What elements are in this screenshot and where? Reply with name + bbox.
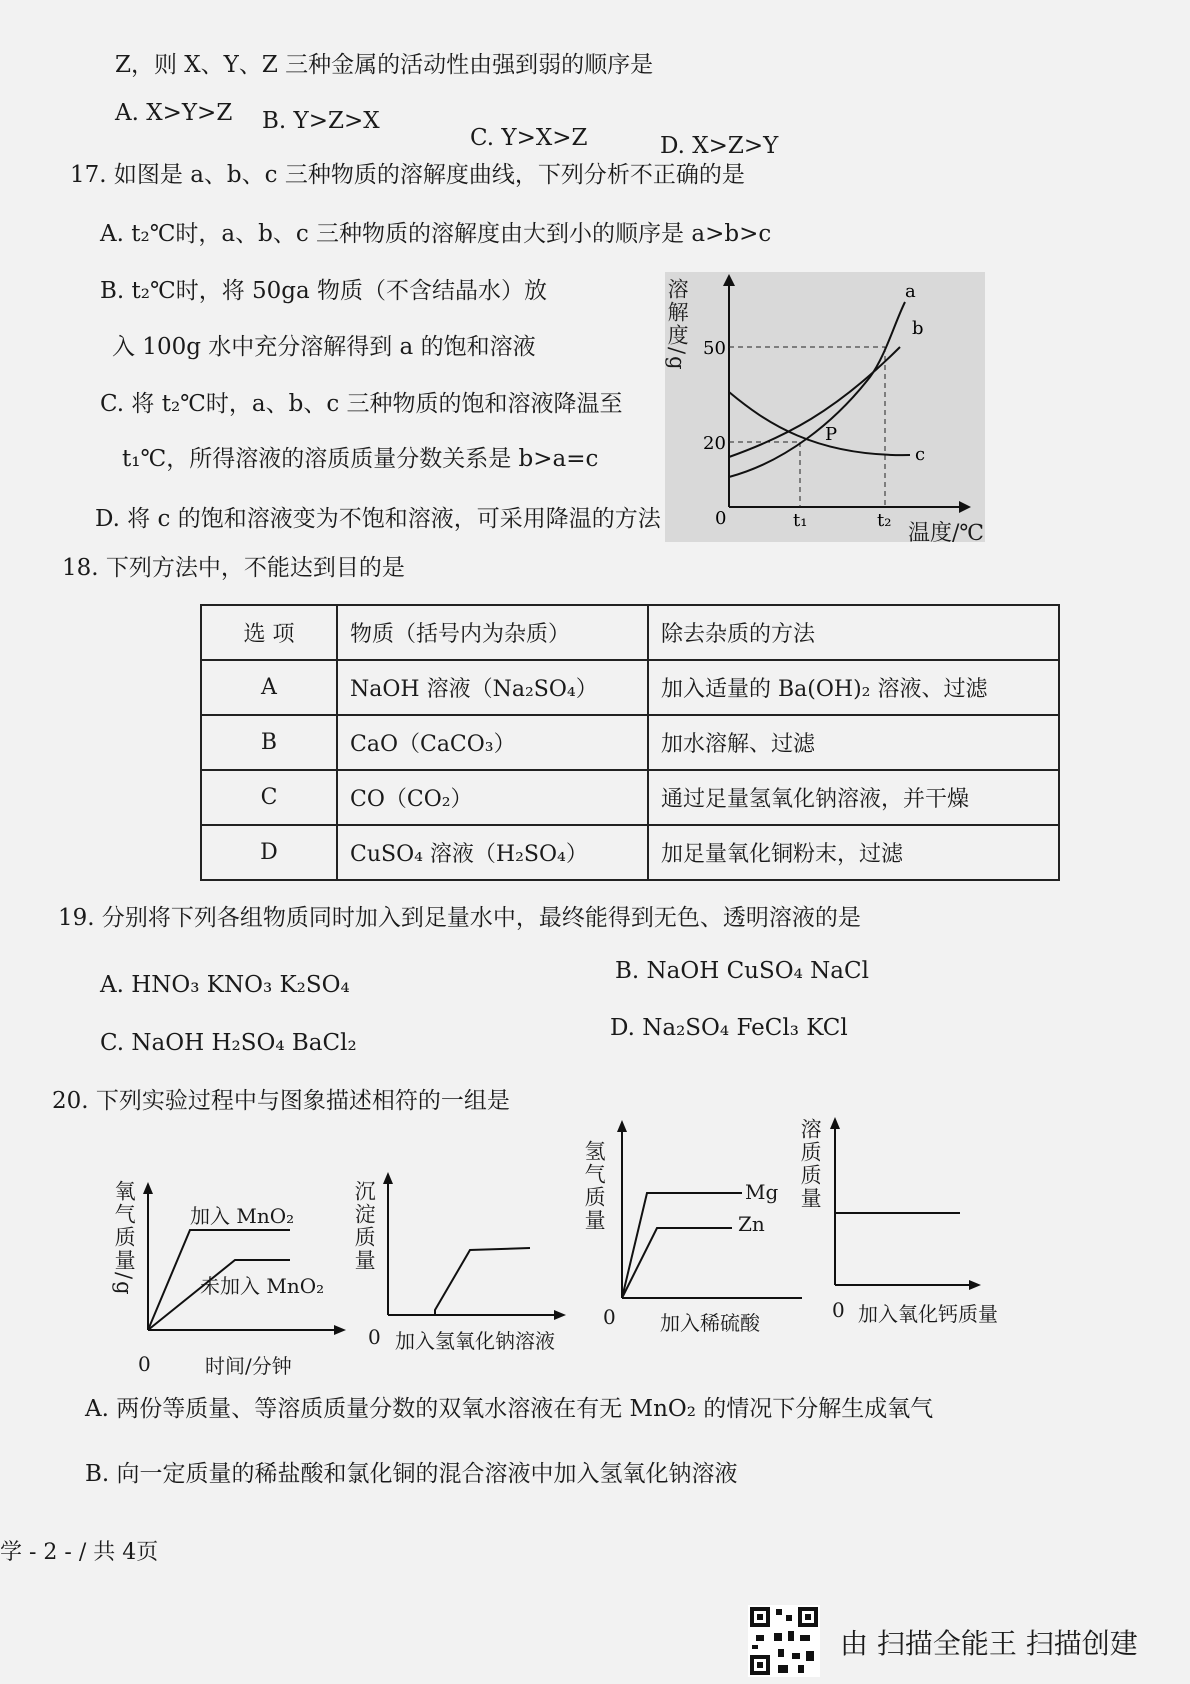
q20-g1-x-label: 时间/分钟 [205, 1354, 292, 1378]
origin-label: 0 [715, 508, 727, 529]
y-tick-20: 20 [703, 433, 726, 454]
row-option: B [201, 715, 337, 770]
q17-option-c-line2: t₁℃，所得溶液的溶质质量分数关系是 b>a=c [122, 446, 599, 472]
x-tick-t2: t₂ [877, 510, 892, 531]
curve-b-label: b [912, 318, 924, 339]
scanner-watermark: 由 扫描全能王 扫描创建 [840, 1627, 1138, 1660]
row-method: 通过足量氢氧化钠溶液，并干燥 [648, 770, 1059, 825]
q19-option-b[interactable]: B. NaOH CuSO₄ NaCl [615, 958, 869, 984]
y-axis-arrow [143, 1182, 153, 1194]
y-tick-50: 50 [703, 338, 726, 359]
q16-option-c[interactable]: C. Y>X>Z [470, 125, 588, 151]
q16-stem-tail: Z，则 X、Y、Z 三种金属的活动性由强到弱的顺序是 [115, 52, 654, 78]
q20-graph-precipitate [380, 1170, 570, 1330]
curve-a [729, 302, 905, 477]
q17-option-b-line2: 入 100g 水中充分溶解得到 a 的饱和溶液 [112, 334, 536, 360]
q19-option-a[interactable]: A. HNO₃ KNO₃ K₂SO₄ [100, 972, 350, 998]
curve-c-label: c [915, 444, 926, 465]
q20-g1-y-label: 氧气质量/g [112, 1180, 137, 1297]
q20-option-b[interactable]: B. 向一定质量的稀盐酸和氯化铜的混合溶液中加入氢氧化钠溶液 [85, 1461, 738, 1487]
curve-b [729, 347, 900, 457]
y-axis-arrow [723, 274, 735, 286]
y-axis-arrow [617, 1120, 627, 1132]
table-row[interactable] [201, 825, 1059, 880]
q17-option-b-line1[interactable]: B. t₂℃时，将 50ga 物质（不含结晶水）放 [100, 278, 548, 304]
zn-line [622, 1228, 732, 1298]
q20-g1-line-label-2: 未加入 MnO₂ [200, 1274, 325, 1298]
header-substance: 物质（括号内为杂质） [337, 605, 648, 660]
q20-g3-x-label: 加入稀硫酸 [660, 1311, 760, 1335]
page-footer: 学 - 2 - / 共 4页 [0, 1540, 159, 1565]
q17-option-d[interactable]: D. 将 c 的饱和溶液变为不饱和溶液，可采用降温的方法 [95, 506, 661, 532]
y-axis-arrow [383, 1172, 393, 1184]
q20-graph-hydrogen [612, 1118, 812, 1308]
row-method: 加水溶解、过滤 [648, 715, 1059, 770]
q19-option-c[interactable]: C. NaOH H₂SO₄ BaCl₂ [100, 1030, 357, 1056]
row-option: D [201, 825, 337, 880]
x-tick-t1: t₁ [793, 510, 808, 531]
q19-option-d[interactable]: D. Na₂SO₄ FeCl₃ KCl [610, 1015, 848, 1041]
q17-solubility-graph [665, 272, 985, 542]
mg-line [622, 1193, 742, 1298]
table-row[interactable] [201, 660, 1059, 715]
row-option: A [201, 660, 337, 715]
q20-g4-origin: 0 [832, 1298, 845, 1322]
q17-graph-y-label: 溶解度/g [665, 278, 690, 372]
q17-stem: 17. 如图是 a、b、c 三种物质的溶解度曲线，下列分析不正确的是 [70, 162, 745, 188]
precipitate-line [410, 1248, 530, 1315]
q16-option-d[interactable]: D. X>Z>Y [660, 133, 779, 159]
q20-g3-y-label: 氢气质量 [582, 1140, 607, 1232]
q20-g2-y-label: 沉淀质量 [352, 1180, 377, 1272]
row-substance: CuSO₄ 溶液（H₂SO₄） [337, 825, 648, 880]
curve-a-label: a [905, 281, 916, 302]
q20-option-a[interactable]: A. 两份等质量、等溶质质量分数的双氧水溶液在有无 MnO₂ 的情况下分解生成氧气 [85, 1396, 934, 1422]
x-axis-arrow [959, 501, 971, 513]
row-option: C [201, 770, 337, 825]
q20-g2-origin: 0 [368, 1325, 381, 1349]
q20-stem: 20. 下列实验过程中与图象描述相符的一组是 [52, 1088, 510, 1114]
header-method: 除去杂质的方法 [648, 605, 1059, 660]
header-option: 选 项 [201, 605, 337, 660]
q17-option-c-line1[interactable]: C. 将 t₂℃时，a、b、c 三种物质的饱和溶液降温至 [100, 391, 623, 417]
row-substance: CO（CO₂） [337, 770, 648, 825]
solubility-chart-svg [665, 272, 985, 542]
x-axis-arrow [334, 1325, 346, 1335]
qr-code-icon [748, 1605, 820, 1677]
q20-g1-origin: 0 [138, 1352, 151, 1376]
q17-graph-x-label: 温度/℃ [908, 521, 985, 546]
q18-stem: 18. 下列方法中，不能达到目的是 [62, 555, 405, 581]
q20-g4-x-label: 加入氧化钙质量 [858, 1302, 998, 1326]
q20-g1-line-label-1: 加入 MnO₂ [190, 1204, 295, 1228]
y-axis-arrow [830, 1117, 840, 1129]
row-substance: NaOH 溶液（Na₂SO₄） [337, 660, 648, 715]
point-p-label: P [825, 424, 838, 445]
q20-g2-x-label: 加入氢氧化钠溶液 [395, 1329, 555, 1353]
table-row[interactable] [201, 715, 1059, 770]
q18-table [200, 604, 1060, 881]
table-row[interactable] [201, 770, 1059, 825]
row-substance: CaO（CaCO₃） [337, 715, 648, 770]
q20-g3-label-mg: Mg [745, 1180, 779, 1204]
q20-graph-solute [825, 1115, 985, 1295]
x-axis-arrow [554, 1310, 566, 1320]
q19-stem: 19. 分别将下列各组物质同时加入到足量水中，最终能得到无色、透明溶液的是 [58, 905, 861, 931]
x-axis-arrow [969, 1280, 981, 1290]
row-method: 加入适量的 Ba(OH)₂ 溶液、过滤 [648, 660, 1059, 715]
table-header-row [201, 605, 1059, 660]
q16-option-a[interactable]: A. X>Y>Z [115, 100, 233, 126]
q20-g4-y-label: 溶质质量 [798, 1118, 823, 1210]
q20-g3-origin: 0 [603, 1305, 616, 1329]
q20-g3-label-zn: Zn [738, 1212, 765, 1236]
row-method: 加足量氧化铜粉末，过滤 [648, 825, 1059, 880]
q17-option-a[interactable]: A. t₂℃时，a、b、c 三种物质的溶解度由大到小的顺序是 a>b>c [100, 221, 772, 247]
q16-option-b[interactable]: B. Y>Z>X [262, 108, 380, 134]
